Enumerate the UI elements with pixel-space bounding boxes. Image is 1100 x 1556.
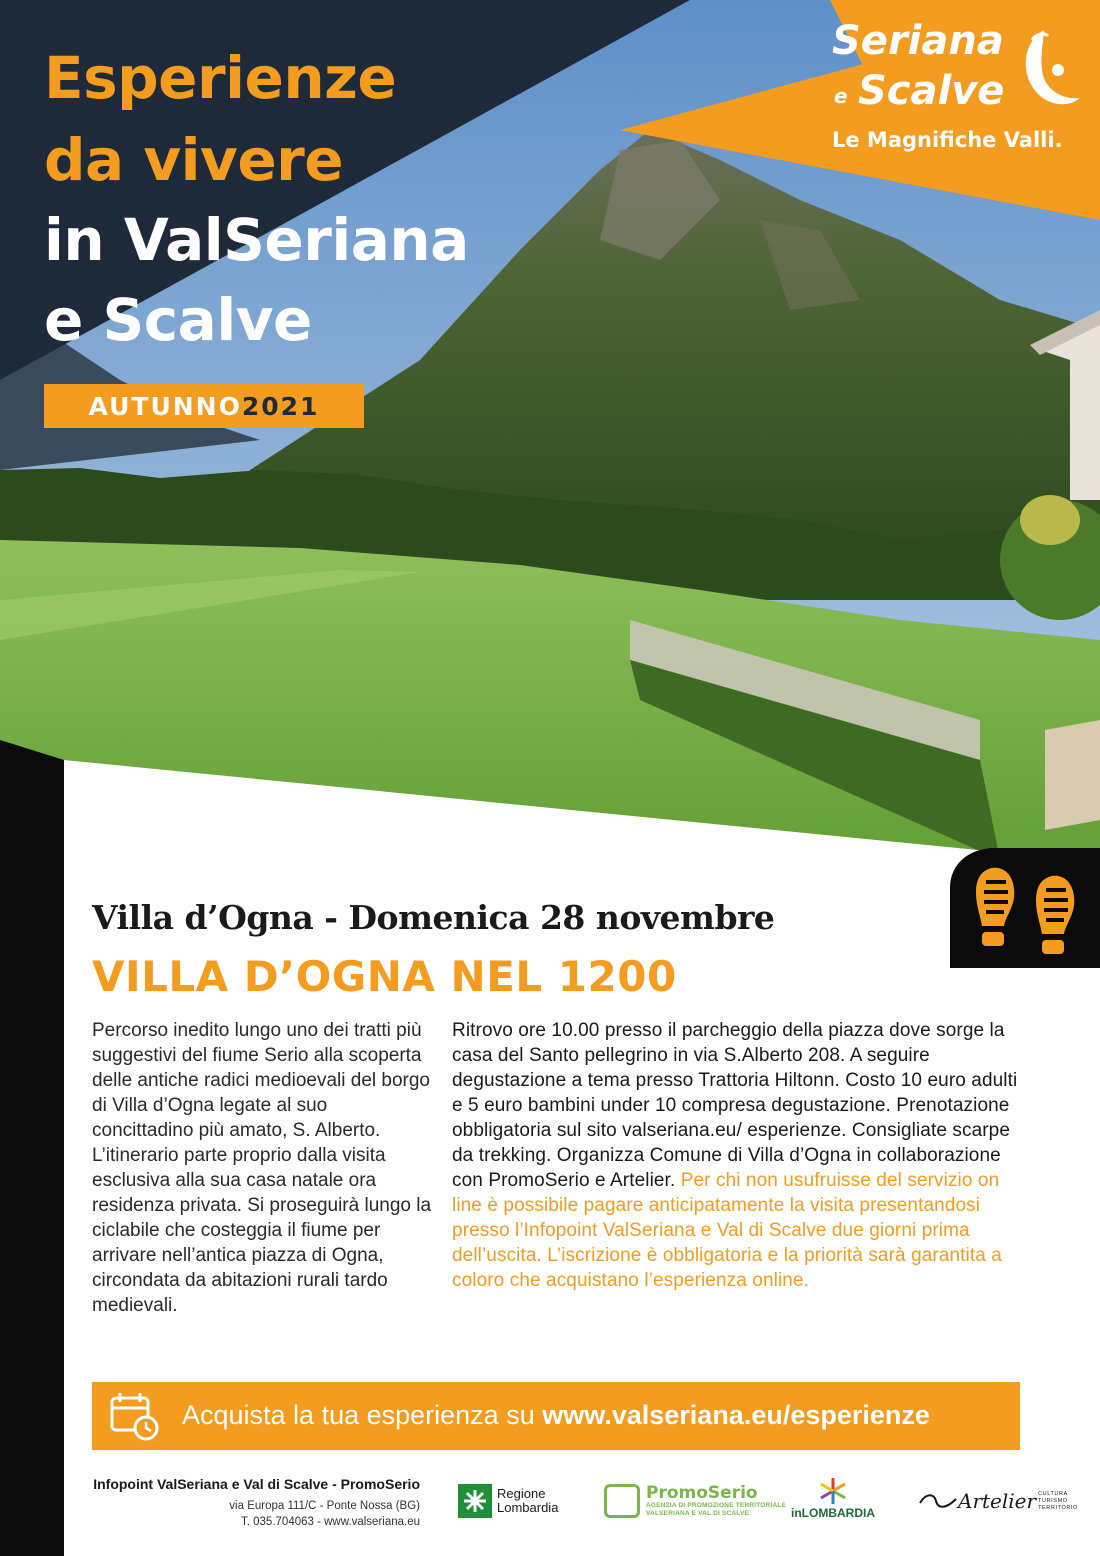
- title-line-2: da vivere: [44, 126, 344, 194]
- title-line-1: Esperienze: [44, 44, 397, 112]
- event-highlight: Per chi non usufruisse del servizio on line è possibile pagare anticipatamente la visita presentandosi presso l’Infopoint ValSeriana e Val di Scalve due giorni prima dell’uscita. L’iscrizione è obbligatoria e la priorità sarà garantita a coloro che acquistano l’esperienza online.: [452, 1170, 1002, 1291]
- footer-organization: Infopoint ValSeriana e Val di Scalve - PromoSerio: [93, 1476, 420, 1492]
- regione-line1: Regione: [497, 1486, 546, 1501]
- artelier-logo: [918, 1476, 1078, 1526]
- artelier-sub3: TERRITORIO: [1038, 1504, 1078, 1511]
- artelier-swirl-icon: [918, 1489, 958, 1513]
- season-label: AUTUNNO: [88, 391, 242, 421]
- inlombardia-star-icon: [818, 1476, 848, 1506]
- event-details: Ritrovo ore 10.00 presso il parcheggio della piazza dove sorge la casa del Santo pellegrino in via S.Alberto 208. A seguire degustazione a tema presso Trattoria Hiltonn. Costo 10 euro adulti e 5 euro bambini under 10 compresa degustazione. Prenotazione obbligatoria sul sito valseriana.eu/ esperienze. Consigliate scarpe da trekking. Organizza Comune di Villa d’Ogna in collaborazione con PromoSerio e Artelier.: [452, 1020, 1018, 1191]
- calendar-clock-icon: [108, 1390, 160, 1442]
- artelier-sub2: TURISMO: [1038, 1497, 1068, 1504]
- promoserio-emblem-icon: [604, 1484, 640, 1518]
- left-black-strip: [0, 900, 64, 1556]
- logo-connector: e: [834, 84, 848, 108]
- event-description-right: [452, 1018, 1032, 1293]
- purchase-link[interactable]: www.valseriana.eu/esperienze: [542, 1400, 930, 1430]
- promoserio-sub2: VALSERIANA E VAL DI SCALVE: [646, 1510, 750, 1517]
- logo-seriana: Seriana: [832, 18, 1004, 64]
- artelier-text: Artelier: [958, 1489, 1037, 1513]
- season-year: 2021: [241, 391, 320, 421]
- promoserio-logo: [604, 1476, 786, 1526]
- event-place-date: Villa d’Ogna - Domenica 28 novembre: [92, 898, 775, 937]
- promoserio-name-a: Promo: [646, 1483, 708, 1503]
- title-line-4: e Scalve: [44, 286, 312, 354]
- footer-address: via Europa 111/C - Ponte Nossa (BG): [229, 1500, 420, 1512]
- event-title: VILLA D’OGNA NEL 1200: [92, 952, 677, 1001]
- promoserio-sub1: AGENZIA DI PROMOZIONE TERRITORIALE: [646, 1502, 787, 1509]
- footer-address-block: [80, 1498, 420, 1530]
- logo-scalve: Scalve: [858, 68, 1005, 114]
- title-line-3: in ValSeriana: [44, 206, 469, 274]
- regione-line2: Lombardia: [497, 1500, 559, 1515]
- season-badge: [44, 384, 364, 428]
- inlombardia-text: inLOMBARDIA: [791, 1506, 875, 1520]
- regione-emblem-icon: [458, 1484, 492, 1518]
- regione-lombardia-logo: [458, 1476, 558, 1526]
- purchase-banner[interactable]: [92, 1382, 1020, 1450]
- footer-contact: T. 035.704063 - www.valseriana.eu: [241, 1516, 420, 1528]
- event-description-left: Percorso inedito lungo uno dei tratti più suggestivi del fiume Serio alla scoperta delle antiche radici medioevali del borgo di Villa d’Ogna legate al suo concittadino più amato, S. Alberto. L’itinerario parte proprio dalla visita esclusiva alla sua casa natale ora residenza privata. Si proseguirà lungo la ciclabile che costeggia il fiume per arrivare nell’antica piazza di Ogna, circondata da abitazioni rurali tardo medievali.: [92, 1020, 432, 1316]
- purchase-label: Acquista la tua esperienza su: [182, 1400, 543, 1430]
- trekking-boots-icon: [950, 848, 1100, 968]
- logo-moon-icon: [1014, 26, 1084, 116]
- inlombardia-logo: [788, 1476, 878, 1526]
- artelier-sub1: CULTURA: [1038, 1490, 1068, 1497]
- promoserio-name-b: Serio: [707, 1483, 758, 1503]
- purchase-text: [182, 1400, 930, 1431]
- logo-tagline: Le Magnifiche Valli.: [832, 128, 1063, 152]
